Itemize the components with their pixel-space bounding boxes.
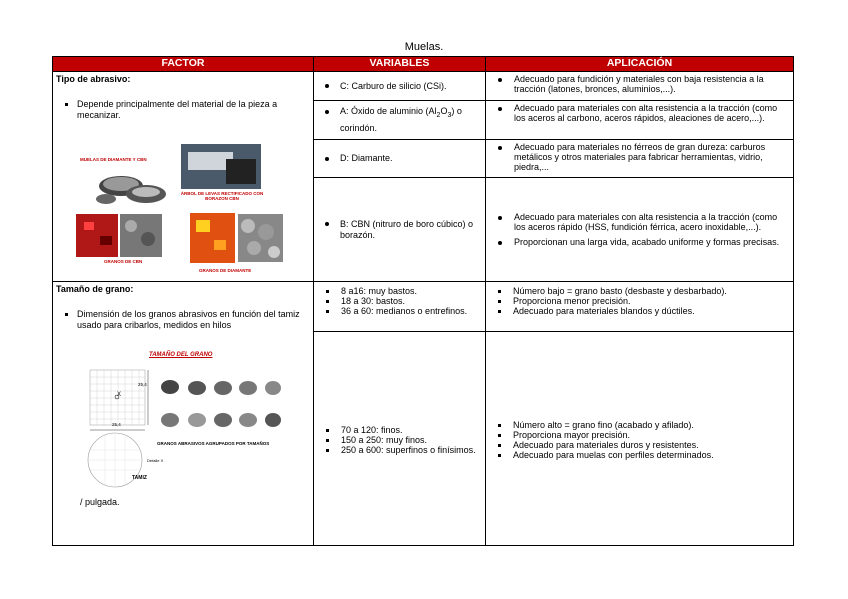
aplicacion-text: Adecuado para materiales blandos y dúctiles. [513,306,695,316]
aplicacion-text: Proporciona mayor precisión. [513,429,631,440]
aplicacion-text: Adecuado para muelas con perfiles determinados. [513,449,714,460]
variable-text: 18 a 30: bastos. [341,296,406,306]
variable-cell [314,140,486,178]
variable-text: D: Diamante. [340,153,393,163]
label-tamiz: TAMIZ [132,475,147,481]
abrasive-photo-collage [76,144,286,279]
label-x: X [117,392,122,398]
muelas-table [52,56,794,546]
variable-cell [314,101,486,140]
variable-cell [314,72,486,101]
variable-text: B: CBN (nitruro de boro cúbico) o borazón. [340,218,474,240]
aplicacion-text: Proporciona menor precisión. [513,296,631,306]
header-variables: VARIABLES [314,57,486,72]
factor-abrasivo-heading: Tipo de abrasivo: [56,74,131,84]
header-factor: FACTOR [53,57,314,72]
aplicacion-text: Adecuado para materiales con alta resistencia a la tracción (como los aceros rápido (HSS, fundición férrica, acero inoxidable,...). [514,212,778,232]
factor-grano-cell [53,282,314,546]
grain-size-diagram [80,342,285,494]
factor-grano-desc: Dimensión de los granos abrasivos en función del tamiz usado para cribarlos, medidos en hilos [53,309,313,330]
factor-abrasivo-desc: Depende principalmente del material de la pieza a mecanizar. [53,99,313,120]
aplicacion-cell [486,101,794,140]
variable-cell [314,178,486,282]
label-granos-cbn: GRANOS DE CBN [104,259,143,264]
factor-grano-desc-tail: / pulgada. [80,497,120,507]
factor-abrasivo-cell [53,72,314,282]
aplicacion-text: Adecuado para materiales no férreos de gran dureza: carburos metálicos y otros materiales para fabricar herramientas, vidrio, piedra,... [514,142,766,172]
variable-text: 8 a16: muy bastos. [341,286,418,296]
aplicacion-text: Número alto = grano fino (acabado y afilado). [513,419,694,430]
aplicacion-text: Adecuado para materiales duros y resistentes. [513,439,699,450]
aplicacion-text: Número bajo = grano basto (desbaste y desbarbado). [513,286,727,296]
table-header-row [53,57,794,72]
label-detalle: Detalle X [147,458,164,463]
aplicacion-cell [486,332,794,546]
label-arbol: ÁRBOL DE LEVAS RECTIFICADO CON BORAZON CBN [180,191,264,201]
table-row [53,282,794,332]
aplicacion-cell [486,282,794,332]
label-tamano-grano: TAMAÑO DEL GRANO [149,352,213,358]
aplicacion-cell [486,178,794,282]
variable-text: 70 a 120: finos. [341,424,403,435]
variable-text: 250 a 600: superfinos o finísimos. [341,444,476,455]
label-dim1: 25,4 [138,382,147,387]
variable-text: A: Óxido de aluminio $(Al_2O_3)$ o corindón. [340,106,462,133]
label-agrupados: GRANOS ABRASIVOS AGRUPADOS POR TAMAÑOS [157,441,270,446]
aplicacion-text: Adecuado para fundición y materiales con baja resistencia a la tracción (latones, bronces, aluminios,...). [514,74,764,94]
label-granos-diamante: GRANOS DE DIAMANTE [199,268,252,273]
variable-cell [314,282,486,332]
table-row [53,72,794,101]
variable-text: C: Carburo de silicio (CSi). [340,80,447,91]
grain-illustration [80,342,285,494]
aplicacion-cell [486,140,794,178]
document-title: Muelas. [404,41,444,53]
factor-grano-heading: Tamaño de grano: [56,284,134,294]
variable-cell [314,332,486,546]
aplicacion-text: Proporcionan una larga vida, acabado uniforme y formas precisas. [514,237,780,247]
aplicacion-text: Adecuado para materiales con alta resistencia a la tracción (como los aceros al carbono, aceros rápidos, aleaciones de acero,...). [514,103,778,123]
variable-text: 150 a 250: muy finos. [341,434,428,445]
variable-text: 36 a 60: medianos o entrefinos. [341,306,468,316]
header-aplicacion: APLICACIÓN [486,57,794,72]
label-muelas: MUELAS DE DIAMANTE Y CBN [80,157,147,162]
label-dim2: 25,4 [112,422,121,427]
aplicacion-cell [486,72,794,101]
